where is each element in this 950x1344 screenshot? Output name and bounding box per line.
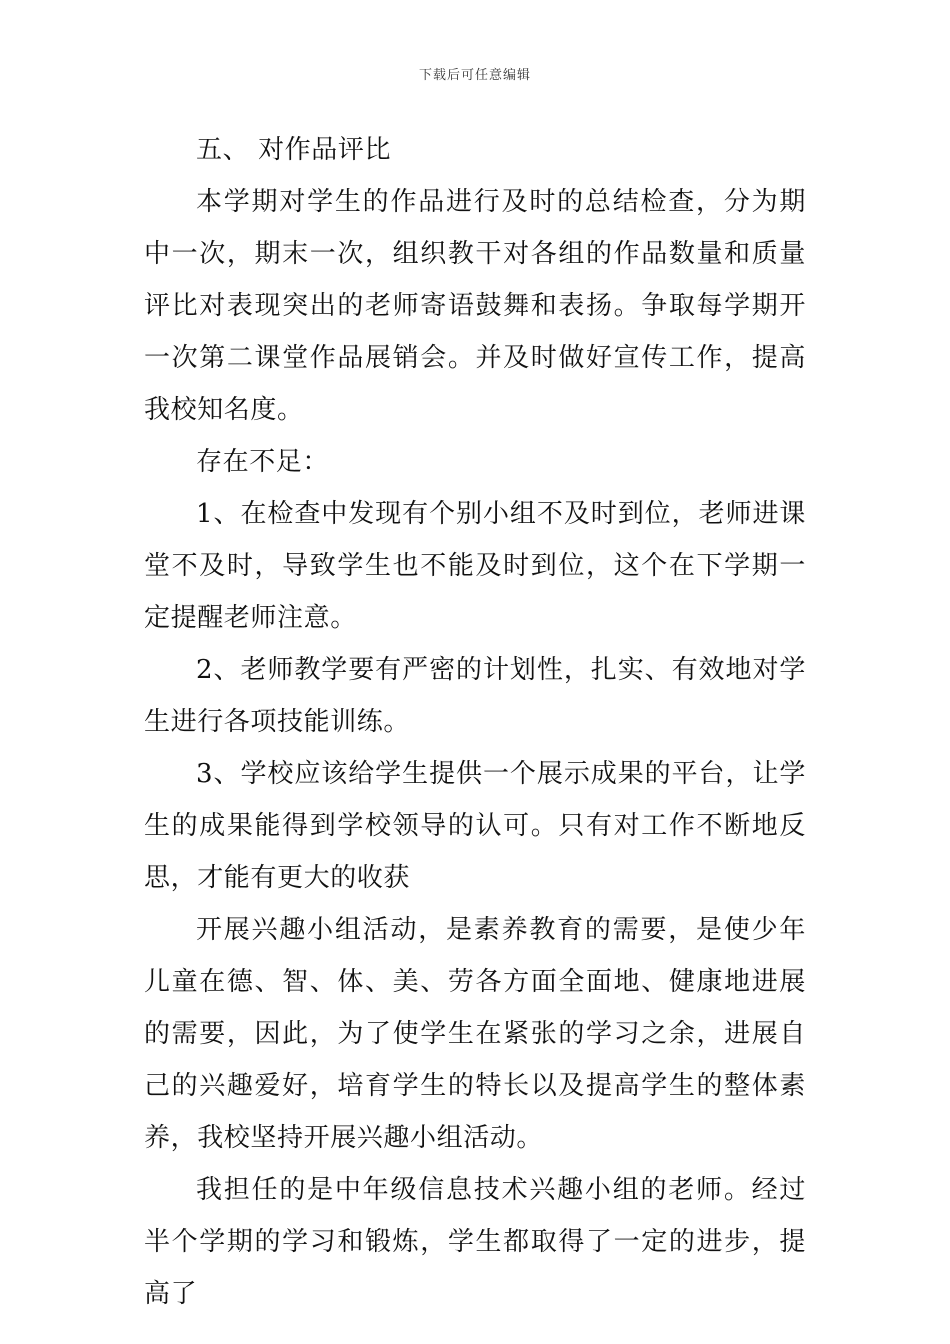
paragraph: 我担任的是中年级信息技术兴趣小组的老师。经过半个学期的学习和锻炼，学生都取得了一定的进步，提高了 [144, 1175, 806, 1309]
page-header: 下载后可任意编辑 [418, 68, 531, 83]
subheading-shortcomings: 存在不足： [196, 447, 330, 477]
list-item: 3、学校应该给学生提供一个展示成果的平台，让学生的成果能得到学校领导的认可。只有对工作不断地反思，才能有更大的收获 [144, 759, 806, 893]
section-heading: 五、 对作品评比 [196, 135, 392, 165]
paragraph: 开展兴趣小组活动，是素养教育的需要，是使少年儿童在德、智、体、美、劳各方面全面地、健康地进展的需要，因此，为了使学生在紧张的学习之余，进展自己的兴趣爱好，培育学生的特长以及提高学生的整体素养，我校坚持开展兴趣小组活动。 [144, 915, 806, 1153]
paragraph: 本学期对学生的作品进行及时的总结检查，分为期中一次，期末一次，组织教干对各组的作品数量和质量评比对表现突出的老师寄语鼓舞和表扬。争取每学期开一次第二课堂作品展销会。并及时做好宣传工作，提高我校知名度。 [144, 187, 806, 425]
list-item: 2、老师教学要有严密的计划性，扎实、有效地对学生进行各项技能训练。 [144, 655, 806, 737]
list-item: 1、在检查中发现有个别小组不及时到位，老师进课堂不及时，导致学生也不能及时到位，这个在下学期一定提醒老师注意。 [144, 499, 806, 633]
document-body [144, 124, 806, 1320]
